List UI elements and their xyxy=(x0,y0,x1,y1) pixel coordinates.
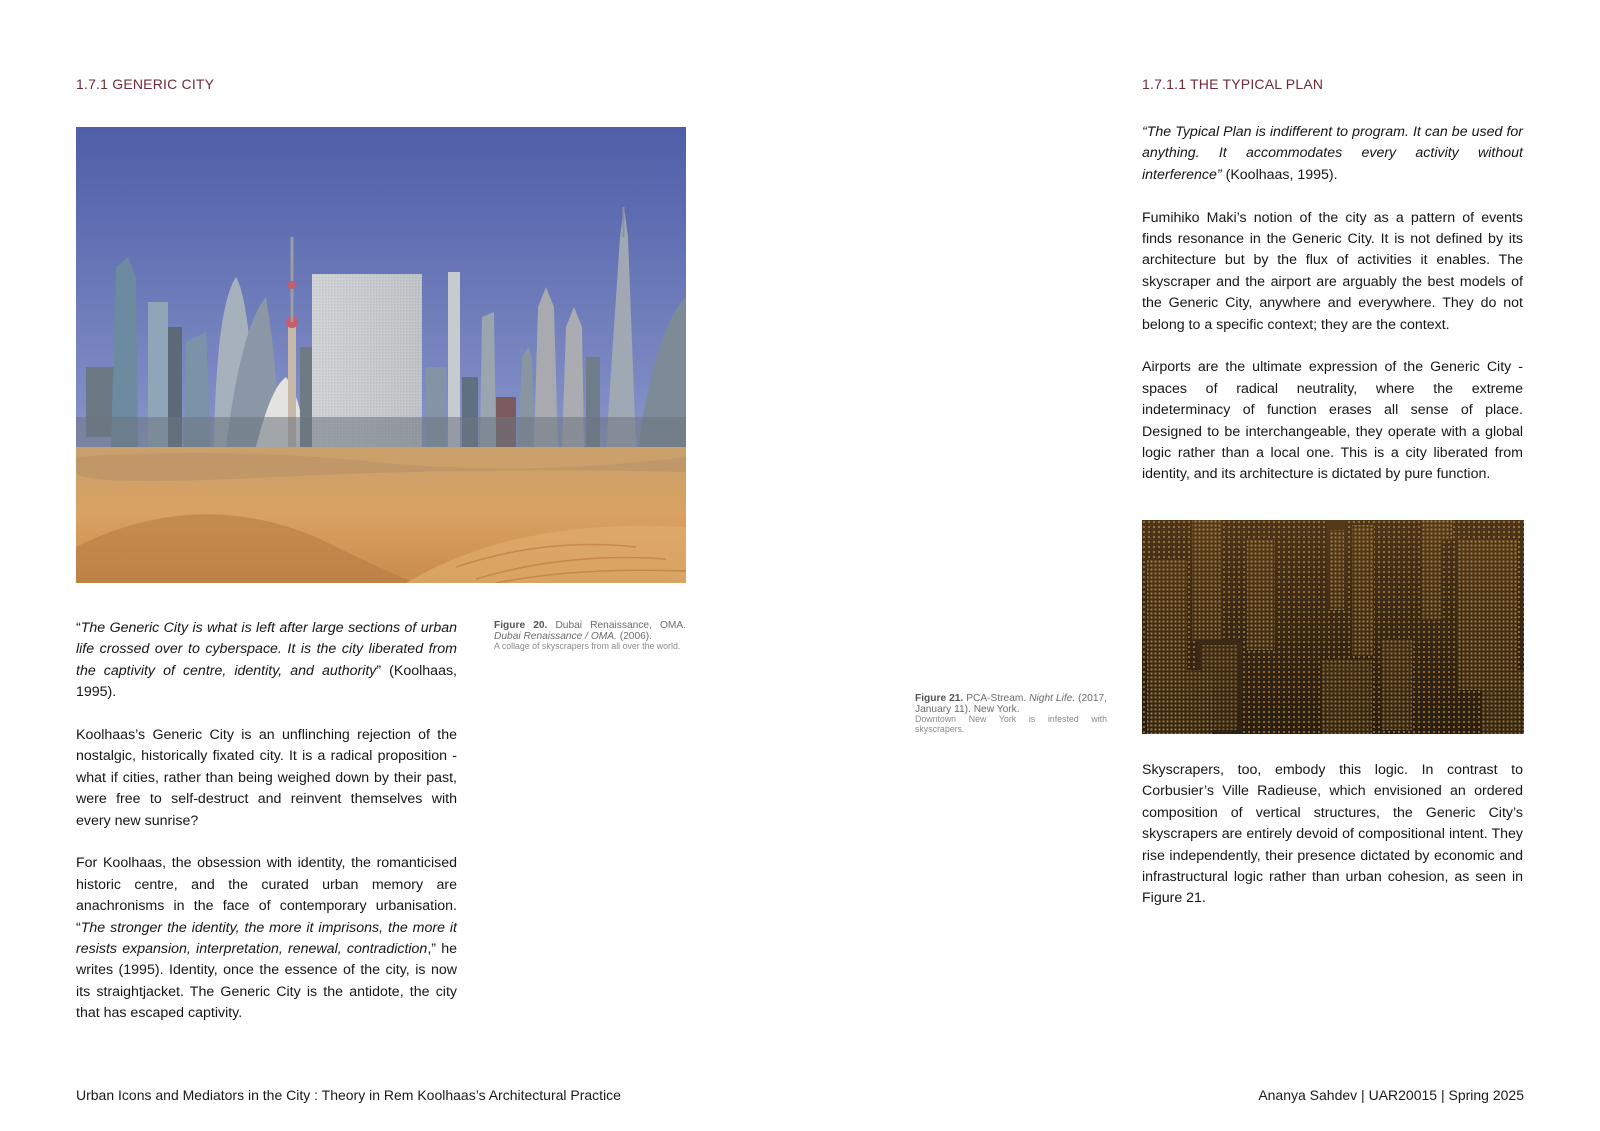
night-city-skyscrapers xyxy=(1142,520,1524,734)
airports-paragraph: Airports are the ultimate expression of the Generic City - spaces of radical neutrality, where the extreme indeterminacy of function erases all sense of place. Designed to be interchangeable, they operate with a global logic rather than a local one. This is a city liberated from identity, and its architecture is dictated by pure function. xyxy=(1142,359,1523,483)
figure-21-caption xyxy=(915,693,1107,734)
section-heading-generic-city: 1.7.1 GENERIC CITY xyxy=(76,76,215,92)
quote-citation: ” (Koolhaas, 1995). xyxy=(76,662,457,701)
new-york-night-image xyxy=(1142,520,1524,734)
section-heading-typical-plan: 1.7.1.1 THE TYPICAL PLAN xyxy=(1142,76,1324,92)
figure-21-title: Night Life. xyxy=(1029,693,1076,704)
figure-20-caption xyxy=(494,620,686,652)
identity-paragraph-end: ,” he writes (1995). Identity, once the essence of the city, is now its straightjacket. The Generic City is the antidote, the city that has escaped captivity. xyxy=(76,941,457,1022)
maki-paragraph: Fumihiko Maki’s notion of the city as a pattern of events finds resonance in the Generic City. It is not defined by its architecture but by the flux of activities it enables. The skyscraper and the airport are arguably the best models of the Generic City, anywhere and everywhere. They do not belong to a specific context; they are the context. xyxy=(1142,209,1523,333)
figure-21-source: PCA-Stream. xyxy=(966,693,1027,704)
typical-plan-text-column xyxy=(1142,122,1523,486)
generic-city-text-column xyxy=(76,618,457,1025)
skyscrapers-text-column xyxy=(1142,760,1523,910)
figure-21-date: (2017, January 11). New York. xyxy=(915,693,1107,715)
identity-paragraph xyxy=(76,853,457,1024)
figure-21-description: Downtown New York is infested with skyscrapers. xyxy=(915,714,1107,734)
koolhaas-quote-paragraph xyxy=(76,618,457,704)
figure-20-title: Dubai Renaissance / OMA. xyxy=(494,631,617,642)
figure-21-label: Figure 21. xyxy=(915,693,964,704)
dubai-renaissance-image xyxy=(76,127,686,583)
footer-author-info: Ananya Sahdev | UAR20015 | Spring 2025 xyxy=(1258,1087,1524,1103)
quote-open-mark: “ xyxy=(76,620,81,636)
figure-20-label: Figure 20. xyxy=(494,620,548,631)
footer-document-title: Urban Icons and Mediators in the City : Theory in Rem Koolhaas’s Architectural Practice xyxy=(76,1087,621,1103)
figure-20-date: (2006). xyxy=(619,631,652,642)
typical-plan-citation: (Koolhaas, 1995). xyxy=(1221,166,1338,183)
figure-20-description: A collage of skyscrapers from all over the world. xyxy=(494,641,681,651)
skyline-desert-collage xyxy=(76,127,686,583)
identity-paragraph-start: For Koolhaas, the obsession with identity, the romanticised historic centre, and the curated urban memory are anachronisms in the face of contemporary urbanisation. “ xyxy=(76,855,457,936)
skyscrapers-paragraph: Skyscrapers, too, embody this logic. In contrast to Corbusier’s Ville Radieuse, which envisioned an ordered composition of vertical structures, the Generic City’s skyscrapers are entirely devoid of compositional intent. They rise independently, their presence dictated by economic and infrastructural logic rather than urban cohesion, as seen in Figure 21. xyxy=(1142,762,1523,907)
rejection-paragraph: Koolhaas’s Generic City is an unflinching rejection of the nostalgic, historically fixated city. It is a radical proposition - what if cities, rather than being weighed down by their past, were free to self-destruct and reinvent themselves with every new sunrise? xyxy=(76,727,457,829)
typical-plan-quote-italic: “The Typical Plan is indifferent to program. It can be used for anything. It accommodates every activity without interference” xyxy=(1142,124,1523,183)
typical-plan-quote-paragraph xyxy=(1142,122,1523,186)
figure-20-source: Dubai Renaissance, OMA. xyxy=(555,620,686,631)
quote-italic-text: The Generic City is what is left after large sections of urban life crossed over to cyberspace. It is the city liberated from the captivity of centre, identity, and authority xyxy=(76,620,457,679)
identity-quote-italic: The stronger the identity, the more it imprisons, the more it resists expansion, interpretation, renewal, contradiction xyxy=(76,919,457,958)
